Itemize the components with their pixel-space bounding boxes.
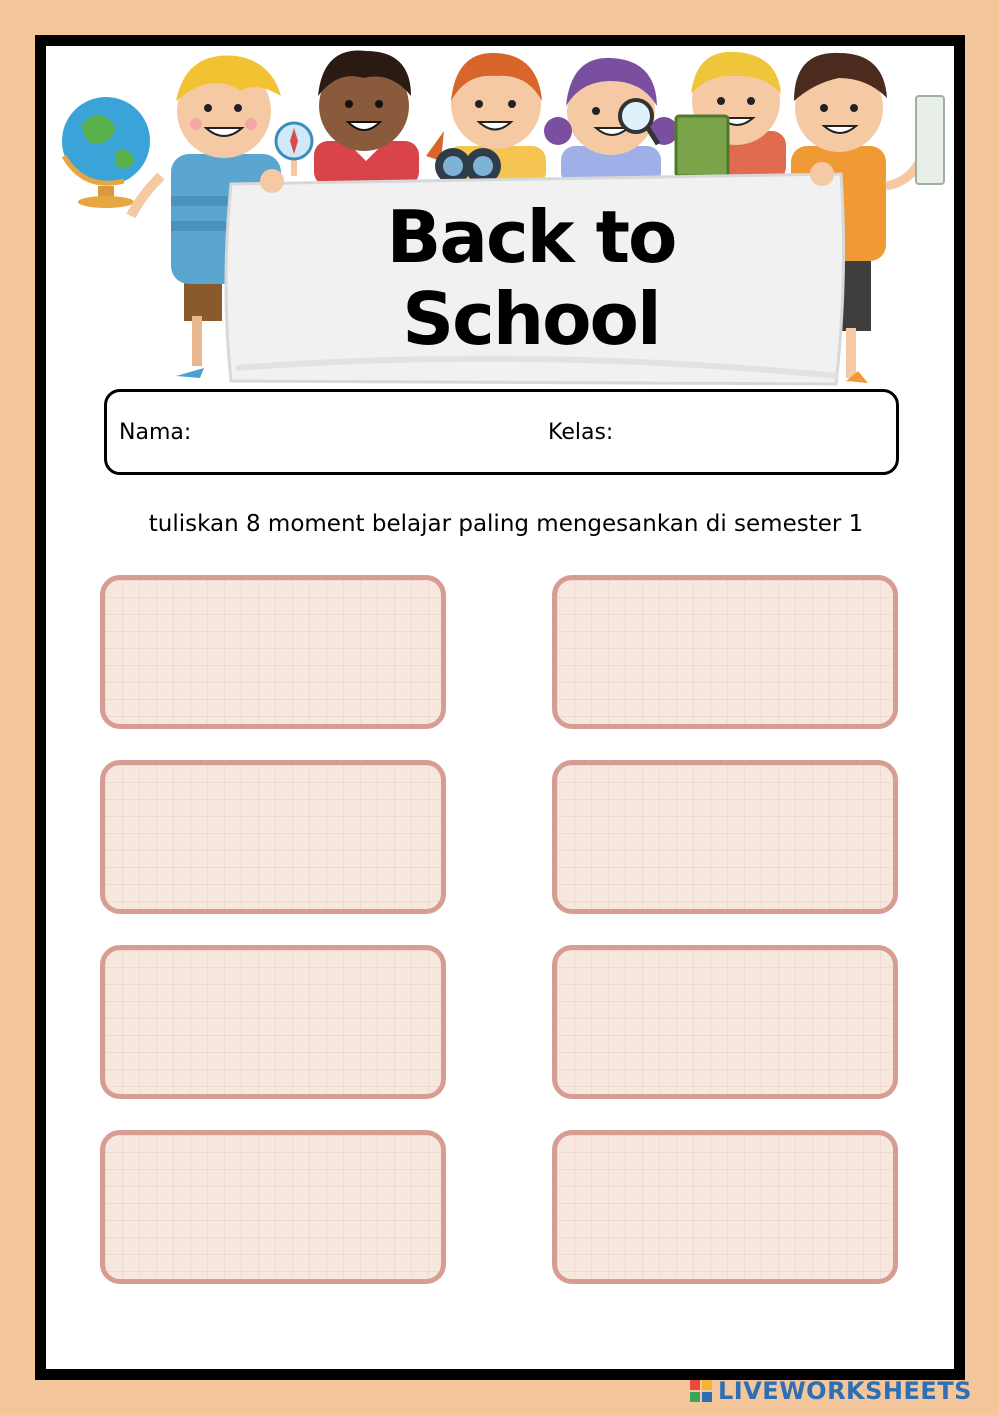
answer-box-5[interactable] xyxy=(100,945,446,1099)
brand-name: LIVEWORKSHEETS xyxy=(718,1377,972,1405)
right-hand xyxy=(810,162,834,186)
globe-icon xyxy=(62,97,150,208)
answer-box-6[interactable] xyxy=(552,945,898,1099)
kid-4-figure xyxy=(544,58,678,186)
left-hand xyxy=(260,169,284,193)
page-title xyxy=(231,196,831,360)
liveworksheets-logo[interactable] xyxy=(690,1376,972,1406)
student-info-box xyxy=(104,389,899,475)
title-line-1: Back to xyxy=(386,195,676,279)
instruction-text: tuliskan 8 moment belajar paling mengesankan di semester 1 xyxy=(148,511,864,537)
liveworksheets-mark-icon xyxy=(690,1380,714,1402)
answer-box-4[interactable] xyxy=(552,760,898,914)
answer-box-2[interactable] xyxy=(552,575,898,729)
name-label: Nama: xyxy=(119,420,192,445)
kid-5-figure xyxy=(676,52,786,181)
title-line-2: School xyxy=(402,277,660,361)
kid-2-figure xyxy=(314,51,419,186)
answer-box-1[interactable] xyxy=(100,575,446,729)
kid-3-figure xyxy=(426,53,546,186)
class-label: Kelas: xyxy=(548,420,614,445)
compass-icon xyxy=(276,123,312,176)
worksheet-sheet xyxy=(35,35,965,1380)
answer-box-3[interactable] xyxy=(100,760,446,914)
answer-box-8[interactable] xyxy=(552,1130,898,1284)
answer-box-7[interactable] xyxy=(100,1130,446,1284)
